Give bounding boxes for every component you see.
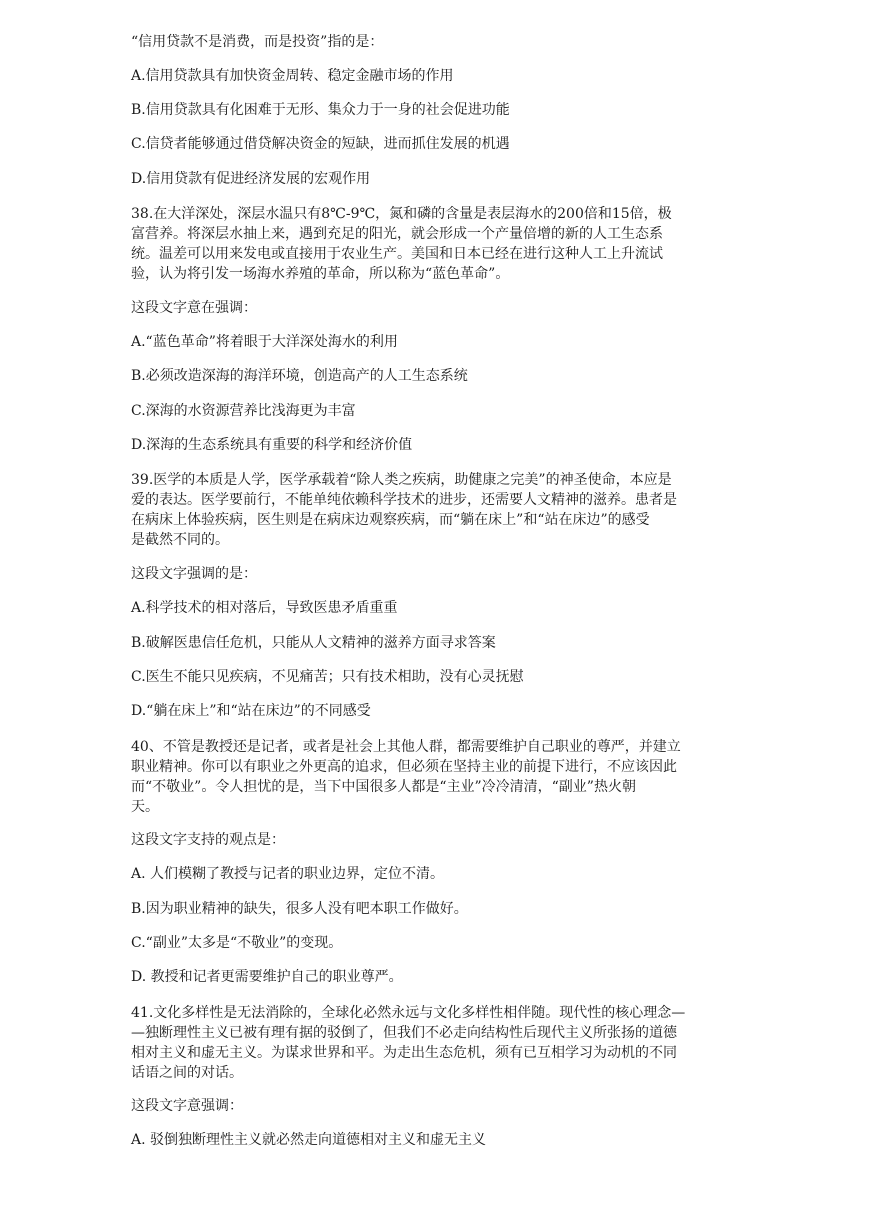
q40-passage-line: 职业精神。你可以有职业之外更高的追求，但必须在坚持主业的前提下进行，不应该因此 [131,759,677,775]
q40-option-c: C.“副业”太多是“不敬业”的变现。 [131,935,343,951]
q37-option-d: D.信用贷款有促进经济发展的宏观作用 [131,171,371,187]
q39-option-c: C.医生不能只见疾病，不见痛苦；只有技术相助，没有心灵抚慰 [131,669,524,685]
q40-passage-line: 而“不敬业”。令人担忧的是，当下中国很多人都是“主业”冷冷清清，“副业”热火朝 [131,779,636,795]
q39-option-b: B.破解医患信任危机，只能从人文精神的滋养方面寻求答案 [131,635,496,651]
q41-option-a: A. 驳倒独断理性主义就必然走向道德相对主义和虚无主义 [131,1132,487,1148]
q39-passage [131,470,741,550]
q39-question: 这段文字强调的是： [131,566,257,582]
q39-passage-line: 在病床上体验疾病，医生则是在病床边观察疾病，而“躺在床上”和“站在床边”的感受 [131,512,650,528]
q38-question: 这段文字意在强调： [131,300,257,316]
q38-passage-line: 38.在大洋深处，深层水温只有8℃-9℃，氮和磷的含量是表层海水的200倍和15倍，极 [131,206,672,222]
q37-stem-tail: “信用贷款不是消费，而是投资”指的是： [131,34,384,50]
q41-passage-line: —独断理性主义已被有理有据的驳倒了，但我们不必走向结构性后现代主义所张扬的道德 [131,1025,677,1041]
q39-option-d: D.“躺在床上”和“站在床边”的不同感受 [131,703,371,719]
q40-question: 这段文字支持的观点是： [131,832,285,848]
q38-passage-line: 统。温差可以用来发电或直接用于农业生产。美国和日本已经在进行这种人工上升流试 [131,246,663,262]
q38-passage [131,204,741,284]
q38-passage-line: 富营养。将深层水抽上来，遇到充足的阳光，就会形成一个产量倍增的新的人工生态系 [131,226,663,242]
q38-option-c: C.深海的水资源营养比浅海更为丰富 [131,403,356,419]
q40-option-d: D. 教授和记者更需要维护自己的职业尊严。 [131,969,403,985]
q41-passage-line: 相对主义和虚无主义。为谋求世界和平。为走出生态危机，须有已互相学习为动机的不同 [131,1045,677,1061]
q41-question: 这段文字意强调： [131,1098,243,1114]
q38-option-a: A.“蓝色革命”将着眼于大洋深处海水的利用 [131,334,398,350]
q37-option-a: A.信用贷款具有加快资金周转、稳定金融市场的作用 [131,68,454,84]
q39-passage-line: 39.医学的本质是人学，医学承载着“除人类之疾病，助健康之完美”的神圣使命，本应是 [131,472,672,488]
q40-option-b: B.因为职业精神的缺失，很多人没有吧本职工作做好。 [131,901,468,917]
q40-passage-line: 天。 [131,799,159,815]
q37-option-c: C.信贷者能够通过借贷解决资金的短缺，进而抓住发展的机遇 [131,136,510,152]
q39-passage-line: 爱的表达。医学要前行，不能单纯依赖科学技术的进步，还需要人文精神的滋养。患者是 [131,492,677,508]
q40-passage [131,737,741,817]
q40-option-a: A. 人们模糊了教授与记者的职业边界，定位不清。 [131,866,445,882]
q38-passage-line: 验，认为将引发一场海水养殖的革命，所以称为“蓝色革命”。 [131,266,510,282]
q39-option-a: A.科学技术的相对落后，导致医患矛盾重重 [131,600,398,616]
q38-option-b: B.必须改造深海的海洋环境，创造高产的人工生态系统 [131,368,468,384]
q41-passage [131,1003,741,1083]
q38-option-d: D.深海的生态系统具有重要的科学和经济价值 [131,437,413,453]
q39-passage-line: 是截然不同的。 [131,532,229,548]
q37-option-b: B.信用贷款具有化困难于无形、集众力于一身的社会促进功能 [131,102,510,118]
q41-passage-line: 41.文化多样性是无法消除的，全球化必然永远与文化多样性相伴随。现代性的核心理念— [131,1005,686,1021]
q41-passage-line: 话语之间的对话。 [131,1065,243,1081]
q40-passage-line: 40、不管是教授还是记者，或者是社会上其他人群，都需要维护自己职业的尊严，并建立 [131,739,681,755]
